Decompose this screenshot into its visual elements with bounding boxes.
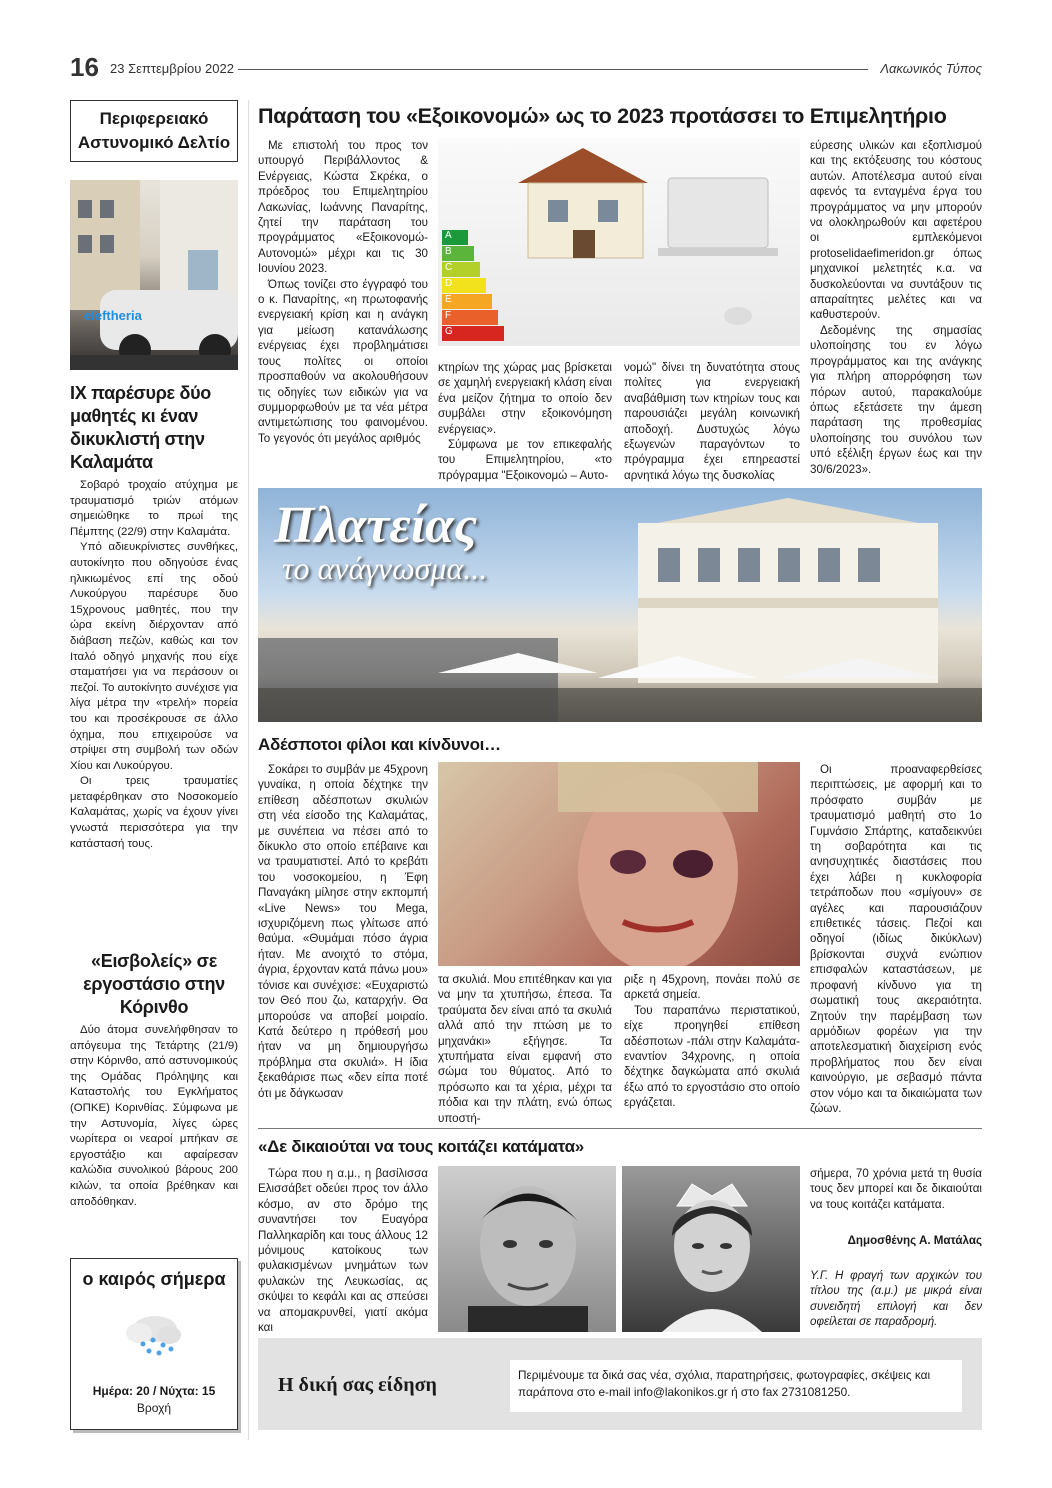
story-factory-break-in	[70, 950, 238, 1210]
your-news-title: Η δική σας είδηση	[278, 1374, 437, 1396]
article-exoikonomo-col1: Με επιστολή του προς τον υπουργό Περιβάλλοντος & Ενέργειας, Κώστα Σκρέκα, ο πρόεδρος του Επιμελητηρίου Λακωνίας, Ιωάννης Παναρίτης, ζητεί την παράταση του προγράμματος «Εξοικονομώ-Αυτονομώ» μέχρι και τις 30 Ιουνίου 2023. Όπως τονίζει στο έγγραφό του ο κ. Παναρίτης, «η πρωτοφανής ενεργειακή κρίση και η ανάγκη για μείωση κατανάλωσης ενέργειας έχει προβλημάτισει τους πολίτες οι οποίοι προσπαθούν να ακολουθήσουν τις οδηγίες των ειδικών για να συμμορφωθούν με τα νέα μέτρα αντιμετώπισης του φαινομένου. Το γεγονός ότι μεγάλος αριθμός	[258, 139, 428, 445]
portrait-illustration	[438, 762, 800, 966]
article-exoikonomo-headline: Παράταση του «Εξοικονομώ» ως το 2023 προτάσσει το Επιμελητήριο	[258, 104, 947, 128]
energy-house-photo	[438, 138, 800, 346]
page-header	[70, 52, 982, 82]
article-exoikonomo-col2: κτηρίων της χώρας μας βρίσκεται σε χαμηλή ενεργειακή κλάση είναι ένα μείζον ζήτημα το οποίο δεν συμβάλει στην εξοικονόμηση ενέργειας». Σύμφωνα με τον επικεφαλής του Επιμελητηρίου, «το πρόγραμμα "Εξοικονομώ – Αυτο-	[438, 361, 612, 482]
street-scene-illustration	[70, 180, 238, 370]
weather-condition: Βροχή	[136, 1401, 172, 1415]
article-queen-headline: «Δε δικαιούται να τους κοιτάζει κατάματα»	[258, 1137, 584, 1156]
rain-cloud-icon	[121, 1311, 185, 1362]
story-factory-break-in-body: Δύο άτομα συνελήφθησαν το απόγευμα της Τετάρτης (21/9) στην Κόρινθο, από αστυνομικούς της Ομάδας Πρόληψης και Καταστολής του Εγκλήματος (ΟΠΚΕ) Κορινθίας. Σύμφωνα με την Αστυνομία, λίγες ώρες νωρίτερα οι νεαροί μπήκαν σε εργοστάξιο και αφαίρεσαν καλώδια συνολικού βάρους 200 κιλών, τα οποία βρέθηκαν και αποδόθηκαν.	[70, 1024, 238, 1208]
queen-portrait-illustration	[622, 1166, 800, 1332]
article-stray-dogs-col4: Οι προαναφερθείσες περιπτώσεις, με αφορμή και το πρόσφατο συμβάν με τραυματισμό μαθητή στο 1ο Γυμνάσιο Σπάρτης, καταδεικνύει τη σοβαρότητα και τις ανησυχητικές διαστάσεις που έχει λάβει η κυκλοφορία τετράποδων που «σμίγουν» σε αγέλες και παρουσιάζουν επιθετικές τάσεις. Πεζοί και οδηγοί (ιδίως δικύκλων) βρίσκονται συχνά ενώπιον επισφαλών καταστάσεων, με προφανή κίνδυνο για τη σωματική τους ακεραιότητα. Ζητούν την παρέμβαση των αρμόδιων φορέων για την αποτελεσματική διαχείριση ενός προβλήματος που δεν είναι καινούργιο, με σεβασμό πάντα στον νόμο και τα δικαιώματα των ζώων.	[810, 763, 982, 1115]
queen-elizabeth-photo	[622, 1166, 800, 1332]
issue-date: 23 Σεπτεμβρίου 2022	[110, 61, 234, 76]
article-stray-dogs-col1: Σοκάρει το συμβάν με 45χρονη γυναίκα, η οποία δέχτηκε την επίθεση αδέσποτων σκυλιών στη νέα είσοδο της Καλαμάτας, με συνέπεια να πέσει από το δίκυκλο στο οποίο επέβαινε και να τραυματιστεί. Από το κρεβάτι του νοσοκομείου, η Έφη Παναγάκη μίλησε στην εκπομπή «Live News» του Mega, ισχυριζόμενη πως γλίτωσε από θαύμα. «Θυμάμαι πόσο άγρια ήταν. Με ανοιχτό το στόμα, άγρια, έρχονταν κατά πάνω μου» τόνισε και συνέχισε: «Ευχαριστώ τον Θεό που ζω, καταρχήν. Θα μπορούσε να αποβεί μοιραίο. Κατά δεύτερο η πρόθεσή μου ήταν να μη δημιουργήσω πρόβλημα στα σκυλιά». Η ίδια ξεκαθάρισε πως «δεν είπα ποτέ ότι με δάγκωσαν	[258, 763, 428, 1100]
article-exoikonomo-col3: νομώ" δίνει τη δυνατότητα στους πολίτες για ενεργειακή αναβάθμιση των κτηρίων τους και παρουσιάζει μεγάλη κοινωνική αποδοχή. Δυστυχώς λόγω εξωγενών παραγόντων το πρόγραμμα έχει επηρεαστεί αρνητικά λόγω της δυσκολίας	[624, 361, 800, 482]
street-photo	[70, 180, 238, 370]
banner-subtitle: το ανάγνωσμα...	[282, 550, 488, 586]
photo-watermark: eleftheria	[84, 308, 142, 323]
your-news-box	[258, 1338, 982, 1430]
article-stray-dogs-col3: ριξε η 45χρονη, πονάει πολύ σε αρκετά σημεία. Του παραπάνω περιστατικού, είχε προηγηθεί επίθεση αδέσποτων -πάλι στην Καλαμάτα- εναντίον 34χρονης, η οποία δέχτηκε δαγκώματα από σκυλιά έξω από το εργοστάσιο στο οποίο εργάζεται.	[624, 973, 800, 1110]
story-factory-break-in-headline: «Εισβολείς» σε εργοστάσιο στην Κόρινθο	[83, 951, 225, 1017]
palikaridis-photo	[438, 1166, 616, 1332]
story-traffic-accident	[70, 382, 238, 852]
weather-box	[70, 1258, 238, 1430]
your-news-text-box	[510, 1360, 962, 1412]
banner-title: Πλατείας	[274, 497, 478, 554]
young-man-portrait-illustration	[438, 1166, 616, 1332]
article-exoikonomo-col4: εύρεσης υλικών και εξοπλισμού και της εκτόξευσης του κόστους αυτών. Αποτέλεσμα αυτού είναι αφενός τα ενταγμένα έργα του προγράμματος να μην μπορούν να ολοκληρωθούν και αφετέρου οι εμπλεκόμενοι protoselidaefimeridon.gr όπως μηχανικοί μελετητές κ.α. να δυσκολεύονται να συντάξουν τις απαραίτητες μελέτες και να καθυστερούν. Δεδομένης της σημασίας υλοποίησης του εν λόγω προγράμματος και της ανάγκης για πλήρη απορρόφηση των πόρων αυτού, παρακαλούμε όπως εξετάσετε την άμεση παράταση της προθεσμίας υλοποίησης του συνόλου των υπό εξέλιξη έργων έως και την 30/6/2023».	[810, 139, 982, 476]
story-traffic-accident-body: Σοβαρό τροχαίο ατύχημα με τραυματισμό τριών ατόμων σημειώθηκε το πρωί της Πέμπτης (22/9) στην Καλαμάτα. Υπό αδιευκρίνιστες συνθήκες, αυτοκίνητο που οδηγούσε ένας ηλικιωμένος επί της οδού Λυκούργου παρέσυρε δυο 15χρονους μαθητές, που την ώρα εκείνη διέρχονταν από διάβαση πεζών, καθώς και τον Ιταλό οδηγό μηχανής που είχε σταματήσει για να περάσουν οι πεζοί. Το αυτοκίνητο συνέχισε για λίγα μέτρα την «τρελή» πορεία του και προσέκρουσε σε άλλο όχημα, που επιχειρούσε να στρίψει στη συμβολή των οδών Χίου και Λυκούργου. Οι τρεις τραυματίες μεταφέρθηκαν στο Νοσοκομείο Καλαμάτας, χωρίς να έχουν γίνει γνωστά περισσότερα για την κατάστασή τους.	[70, 479, 238, 850]
plateias-banner	[258, 488, 982, 722]
article-stray-dogs-col2: τα σκυλιά. Μου επιτέθηκαν και για να μην τα χτυπήσω, έπεσα. Τα τραύματα δεν είναι από τα σκυλιά αλλά από την πτώση με το μηχανάκι» εξήγησε. Τα χτυπήματα είναι εμφανή στο σώμα του θύματος. Από το πρόσωπο και τα χέρια, μέχρι τα πόδια και την πλάτη, ενώ όπως υποστή-	[438, 973, 612, 1125]
article-queen-author: Δημοσθένης Α. Ματάλας	[847, 1234, 982, 1247]
weather-temperatures: Ημέρα: 20 / Νύχτα: 15	[92, 1384, 216, 1398]
story-traffic-accident-headline: ΙΧ παρέσυρε δύο μαθητές κι έναν δικυκλιστή στην Καλαμάτα	[70, 383, 211, 472]
police-bulletin-title: Περιφερειακό Αστυνομικό Δελτίο	[77, 109, 231, 152]
page-number: 16	[70, 52, 99, 82]
article-queen-col1: Τώρα που η α.μ., η βασίλισσα Ελισσάβετ οδεύει προς τον άλλο κόσμο, αν στο δρόμο της συναντήσει τον Ευαγόρα Παλληκαρίδη και τους άλλους 12 μόνιμους κατοίκους των φυλακισμένων μνημάτων των φυλακών της Λευκωσίας, ας σκύψει το κεφάλι και ας σπεύσει να απομακρυνθεί, γιατί ακόμα και	[258, 1167, 428, 1335]
your-news-text: Περιμένουμε τα δικά σας νέα, σχόλια, παρατηρήσεις, φωτογραφίες, σκέψεις και παράπονα στο e-mail info@lakonikos.gr ή στο fax 2731081250.	[518, 1368, 931, 1399]
article-queen-col2: σήμερα, 70 χρόνια μετά τη θυσία τους δεν μπορεί και δε δικαιούται να τους κοιτάζει κατάματα.	[810, 1167, 982, 1211]
newspaper-name: Λακωνικός Τύπος	[880, 61, 982, 76]
article-queen-note: Υ.Γ. Η φραγή των αρχικών του τίτλου της (α.μ.) με μικρά είναι συνειδητή επιλογή και δεν οφείλεται σε παραδρομή.	[810, 1269, 982, 1329]
police-bulletin-title-box	[70, 100, 238, 162]
weather-title: ο καιρός σήμερα	[82, 1269, 226, 1289]
energy-label-scale: A B C D E F G	[442, 230, 504, 341]
article-stray-dogs-headline: Αδέσποτοι φίλοι και κίνδυνοι…	[258, 735, 501, 754]
injured-woman-photo	[438, 762, 800, 966]
